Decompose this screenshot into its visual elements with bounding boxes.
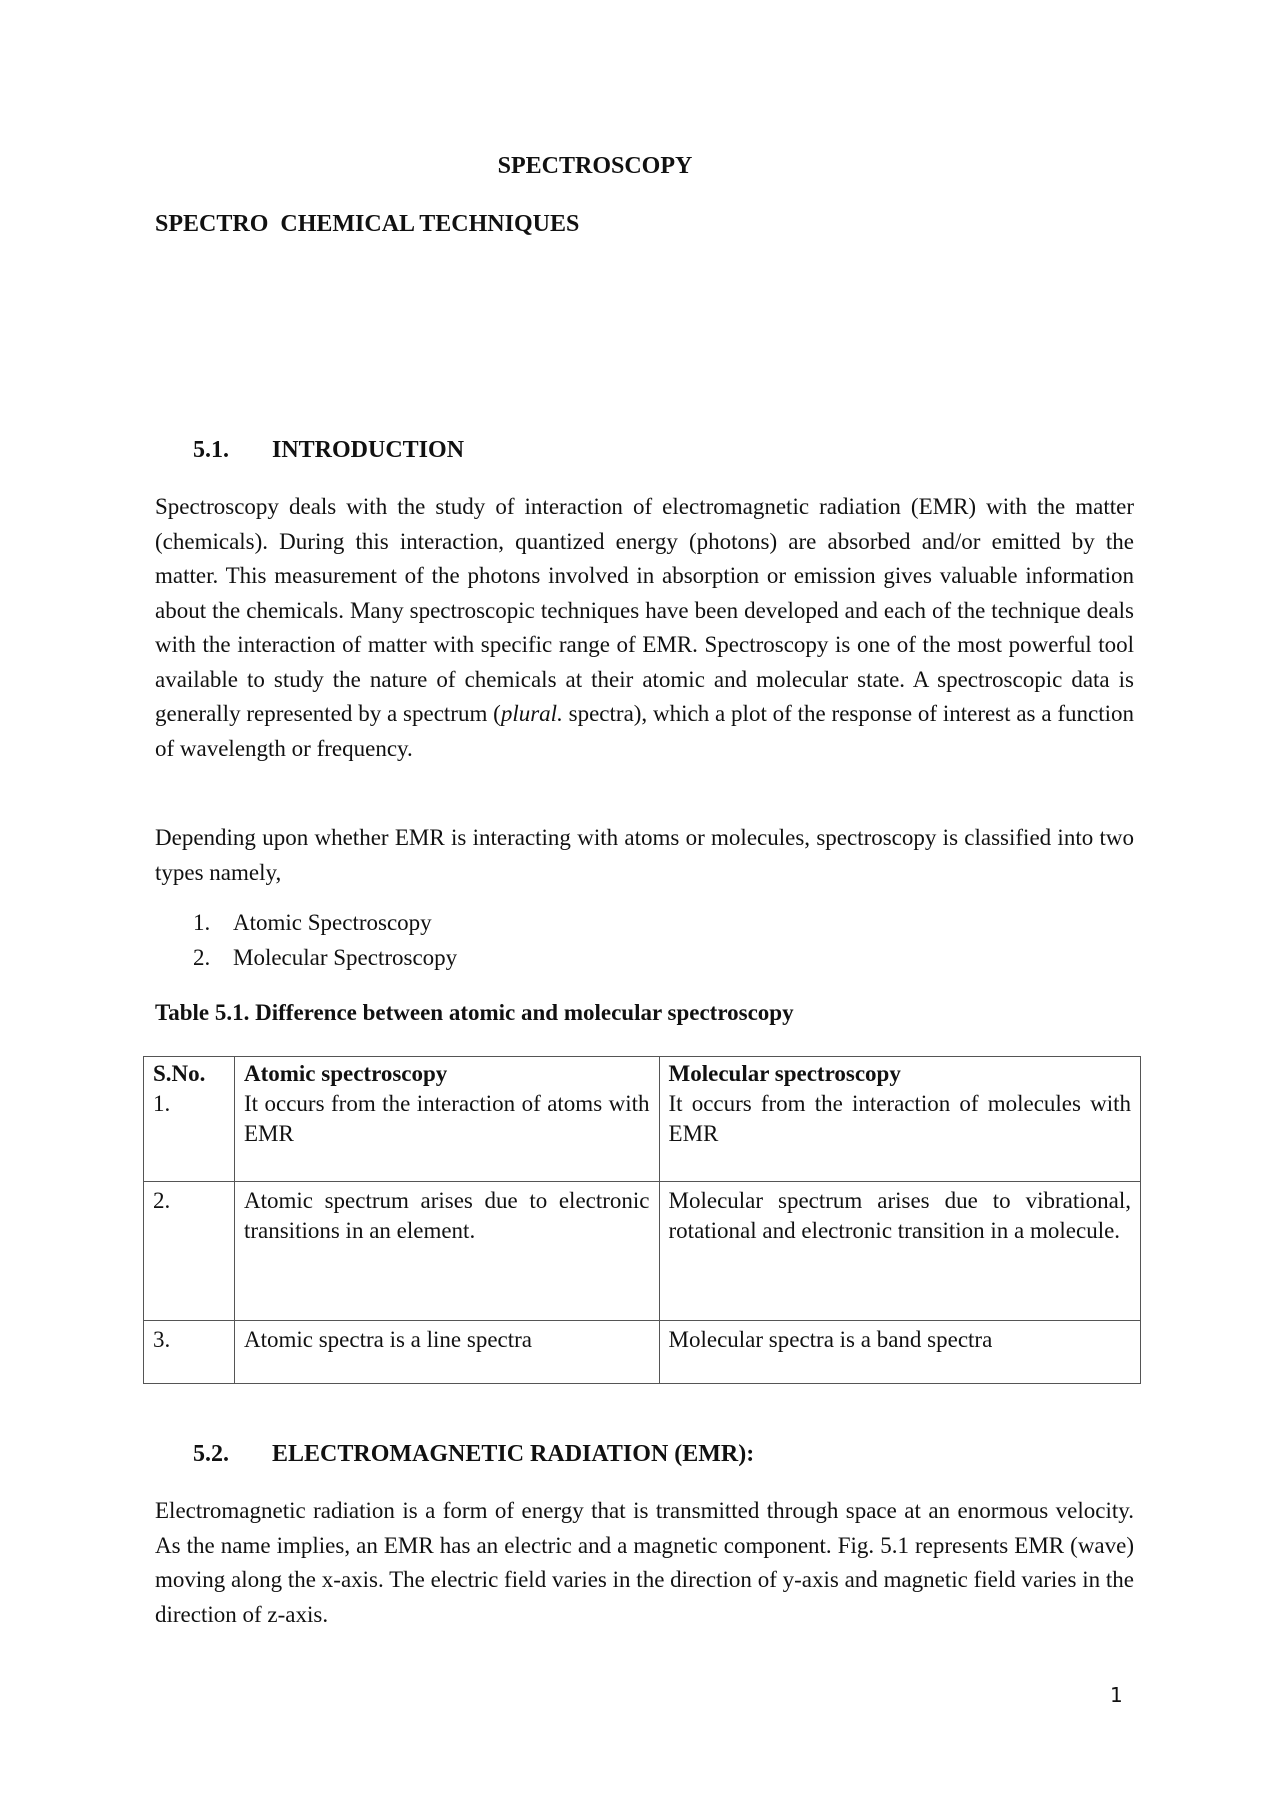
table-cell: Atomic spectra is a line spectra [234, 1321, 659, 1384]
table-cell: 3. [144, 1321, 235, 1384]
table-cell: 1. [144, 1089, 235, 1182]
page-number: 1 [1110, 1683, 1123, 1707]
table-header-sno: S.No. [144, 1057, 235, 1090]
italic-term: plural. [500, 701, 563, 726]
classification-paragraph: Depending upon whether EMR is interacting with atoms or molecules, spectroscopy is classified into two types namely, [155, 825, 1134, 885]
table-cell: It occurs from the interaction of atoms with EMR [234, 1089, 659, 1182]
list-item: 1. Atomic Spectroscopy [193, 910, 432, 935]
paragraph-text: spectra), which a plot of the response of interest as a function of wavelength or frequency. [155, 701, 1135, 761]
section-heading-introduction [193, 437, 464, 464]
section-title: ELECTROMAGNETIC RADIATION (EMR): [272, 1441, 755, 1467]
introduction-paragraph [155, 490, 1134, 766]
section-title: INTRODUCTION [272, 437, 465, 463]
table-caption: Table 5.1. Difference between atomic and molecular spectroscopy [155, 1000, 794, 1025]
section-heading-emr [193, 1441, 754, 1468]
table-cell: It occurs from the interaction of molecules with EMR [659, 1089, 1140, 1182]
spectroscopy-types-list [193, 906, 457, 975]
comparison-table [143, 1056, 1141, 1384]
table-header-row [144, 1057, 1141, 1090]
table-row [144, 1089, 1141, 1182]
section-number: 5.2. [193, 1441, 229, 1467]
table-row [144, 1182, 1141, 1321]
table-header-atomic: Atomic spectroscopy [234, 1057, 659, 1090]
section-number: 5.1. [193, 437, 229, 463]
document-subtitle: SPECTRO CHEMICAL TECHNIQUES [155, 211, 580, 237]
emr-paragraph: Electromagnetic radiation is a form of energy that is transmitted through space at an enormous velocity. As the name implies, an EMR has an electric and a magnetic component. Fig. 5.1 represents EMR (wave) moving along the x-axis. The electric field varies in the direction of y-axis and magnetic field varies in the direction of z-axis. [155, 1498, 1134, 1627]
table-row [144, 1321, 1141, 1384]
document-title: SPECTROSCOPY [497, 153, 693, 179]
table-header-molecular: Molecular spectroscopy [659, 1057, 1140, 1090]
list-item: 2. Molecular Spectroscopy [193, 944, 458, 970]
table-cell: Molecular spectrum arises due to vibrational, rotational and electronic transition in a molecule. [659, 1182, 1140, 1321]
table-cell: Molecular spectra is a band spectra [659, 1321, 1140, 1384]
table-cell: 2. [144, 1182, 235, 1321]
paragraph-text: Spectroscopy deals with the study of interaction of electromagnetic radiation (EMR) with the matter (chemicals). During this interaction, quantized energy (photons) are absorbed and/or emitted by the matter. This measurement of the photons involved in absorption or emission gives valuable information about the chemicals. Many spectroscopic techniques have been developed and each of the technique deals with the interaction of matter with specific range of EMR. Spectroscopy is one of the most powerful tool available to study the nature of chemicals at their atomic and molecular state. A spectroscopic data is generally represented by a spectrum ( [155, 494, 1134, 726]
table-cell: Atomic spectrum arises due to electronic transitions in an element. [234, 1182, 659, 1321]
